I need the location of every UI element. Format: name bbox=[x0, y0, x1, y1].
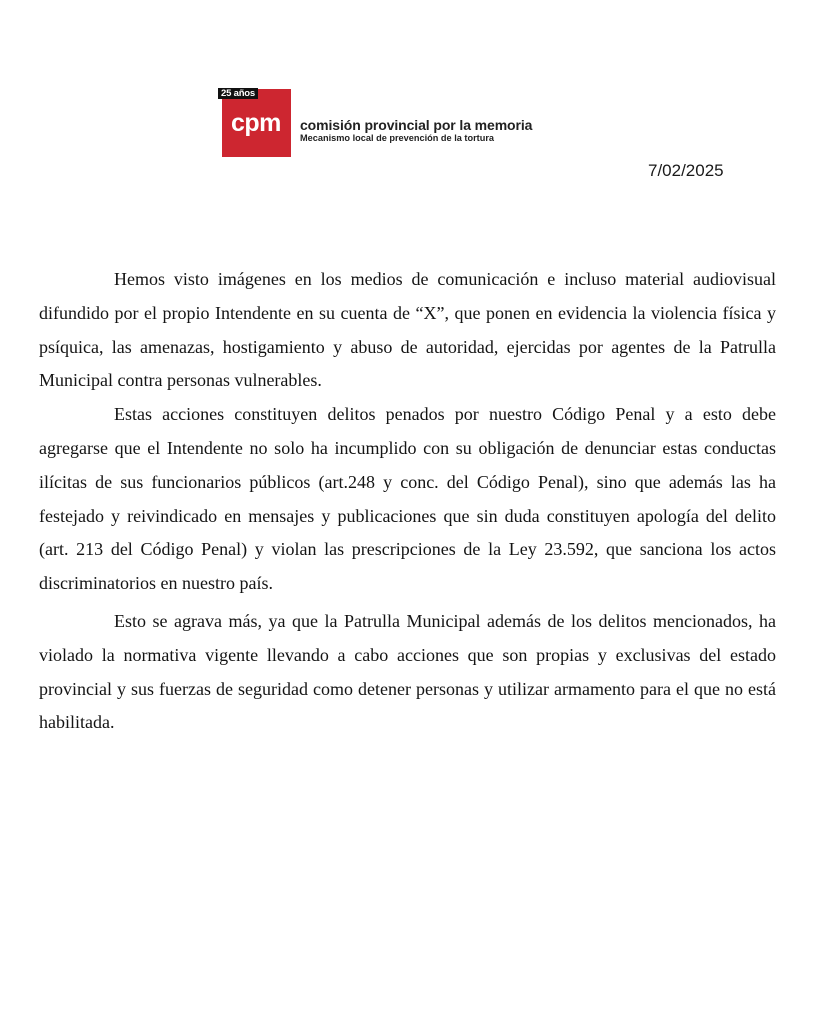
organization-subtitle: Mecanismo local de prevención de la tortura bbox=[300, 133, 495, 143]
cpm-logo bbox=[222, 89, 291, 157]
document-body bbox=[39, 263, 776, 740]
paragraph-3: Esto se agrava más, ya que la Patrulla Municipal además de los delitos mencionados, ha violado la normativa vigente llevando a cabo acciones que son propias y exclusivas del estado provincial y sus fuerzas de seguridad como detener personas y utilizar armamento para el que no está habilitada. bbox=[39, 610, 776, 733]
anniversary-badge: 25 años bbox=[218, 88, 258, 99]
paragraph-1: Hemos visto imágenes en los medios de comunicación e incluso material audiovisual difundido por el propio Intendente en su cuenta de “X”, que ponen en evidencia la violencia física y psíquica, las amenazas, hostigamiento y abuso de autoridad, ejercidas por agentes de la Patrulla Municipal contra personas vulnerables. bbox=[39, 269, 776, 391]
document-date: 7/02/2025 bbox=[648, 161, 724, 180]
paragraph-2: Estas acciones constituyen delitos penados por nuestro Código Penal y a esto debe agregarse que el Intendente no solo ha incumplido con su obligación de denunciar estas conductas ilícitas de sus funcionarios públicos (art.248 y conc. del Código Penal), sino que además las ha festejado y reivindicado en mensajes y publicaciones que sin duda constituyen apología del delito (art. 213 del Código Penal) y violan las prescripciones de la Ley 23.592, que sanciona los actos discriminatorios en nuestro país. bbox=[39, 404, 776, 594]
organization-text bbox=[300, 117, 532, 144]
letterhead bbox=[222, 89, 532, 157]
logo-wordmark: cpm bbox=[231, 109, 281, 137]
organization-name: comisión provincial por la memoria bbox=[300, 117, 533, 133]
